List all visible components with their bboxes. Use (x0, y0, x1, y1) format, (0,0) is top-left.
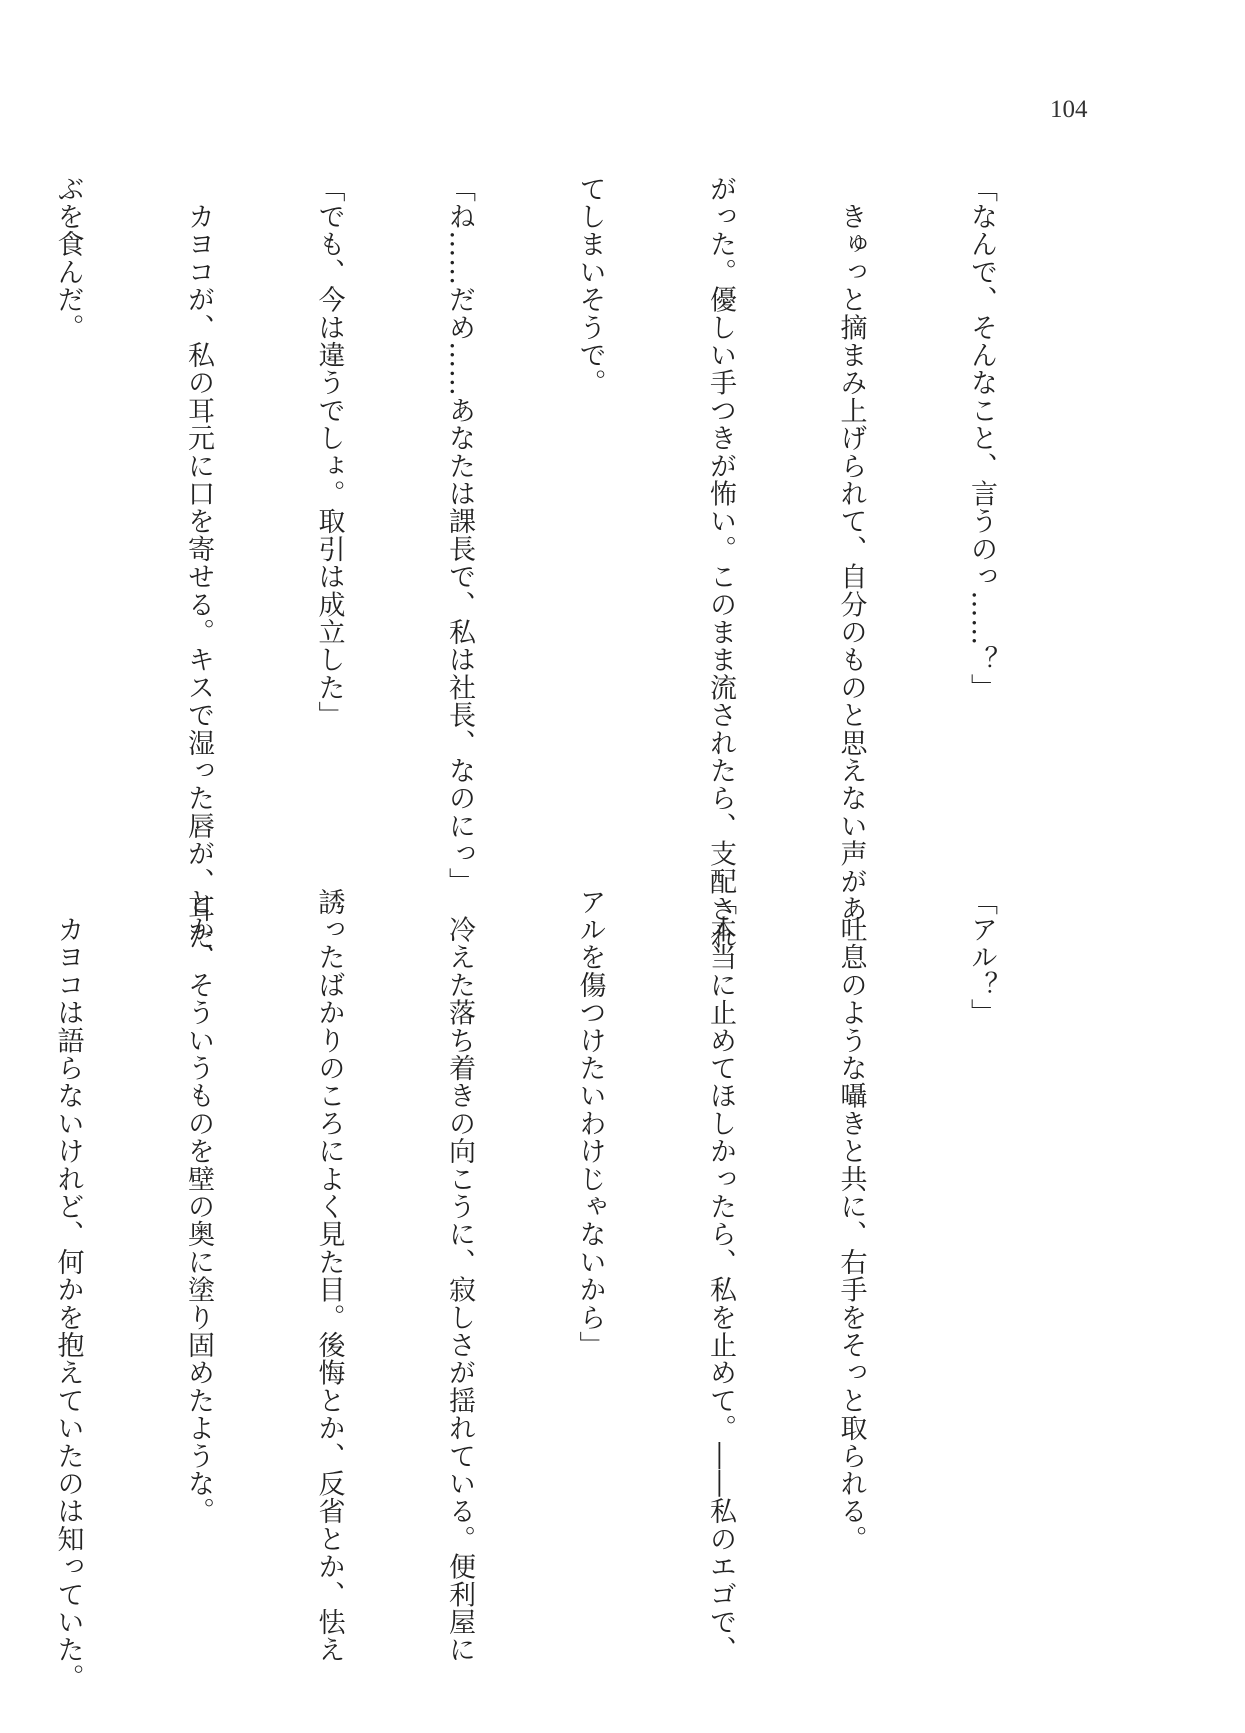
text-line: 「本当に止めてほしかったら、私を止めて。――私のエゴで、 (705, 888, 736, 1664)
text-line: 吐息のような囁きと共に、右手をそっと取られる。 (835, 888, 867, 1553)
text-line: とか、そういうものを壁の奥に塗り固めたような。 (183, 888, 214, 1526)
bottom-text-block (52, 888, 1090, 1692)
text-line: ぶを食んだ。 (52, 175, 84, 342)
text-line: 冷えた落ち着きの向こうに、寂しさが揺れている。便利屋に (444, 888, 475, 1664)
page-number: 104 (1050, 96, 1088, 123)
text-line: きゅっと摘まみ上げられて、自分のものと思えない声があ (835, 175, 867, 923)
text-line: アルを傷つけたいわけじゃないから」 (574, 888, 606, 1359)
text-line: 「なんで、そんなこと、言うのっ……？」 (966, 175, 997, 702)
text-line: 「アル？」 (966, 888, 997, 1027)
text-line: カヨコが、私の耳元に口を寄せる。キスで湿った唇が、耳た (183, 175, 214, 951)
text-line: がった。優しい手つきが怖い。このまま流されたら、支配され (705, 175, 736, 951)
text-line: 誘ったばかりのころによく見た目。後悔とか、反省とか、怯え (313, 888, 345, 1664)
text-line: カヨコは語らないけれど、何かを抱えていたのは知っていた。 (52, 888, 84, 1692)
text-line: てしまいそうで。 (574, 175, 606, 397)
text-line: 「でも、今は違うでしょ。取引は成立した」 (313, 175, 345, 729)
top-text-block (52, 175, 1090, 951)
text-line: 「ね……だめ……あなたは課長で、私は社長、なのにっ」 (444, 175, 475, 896)
